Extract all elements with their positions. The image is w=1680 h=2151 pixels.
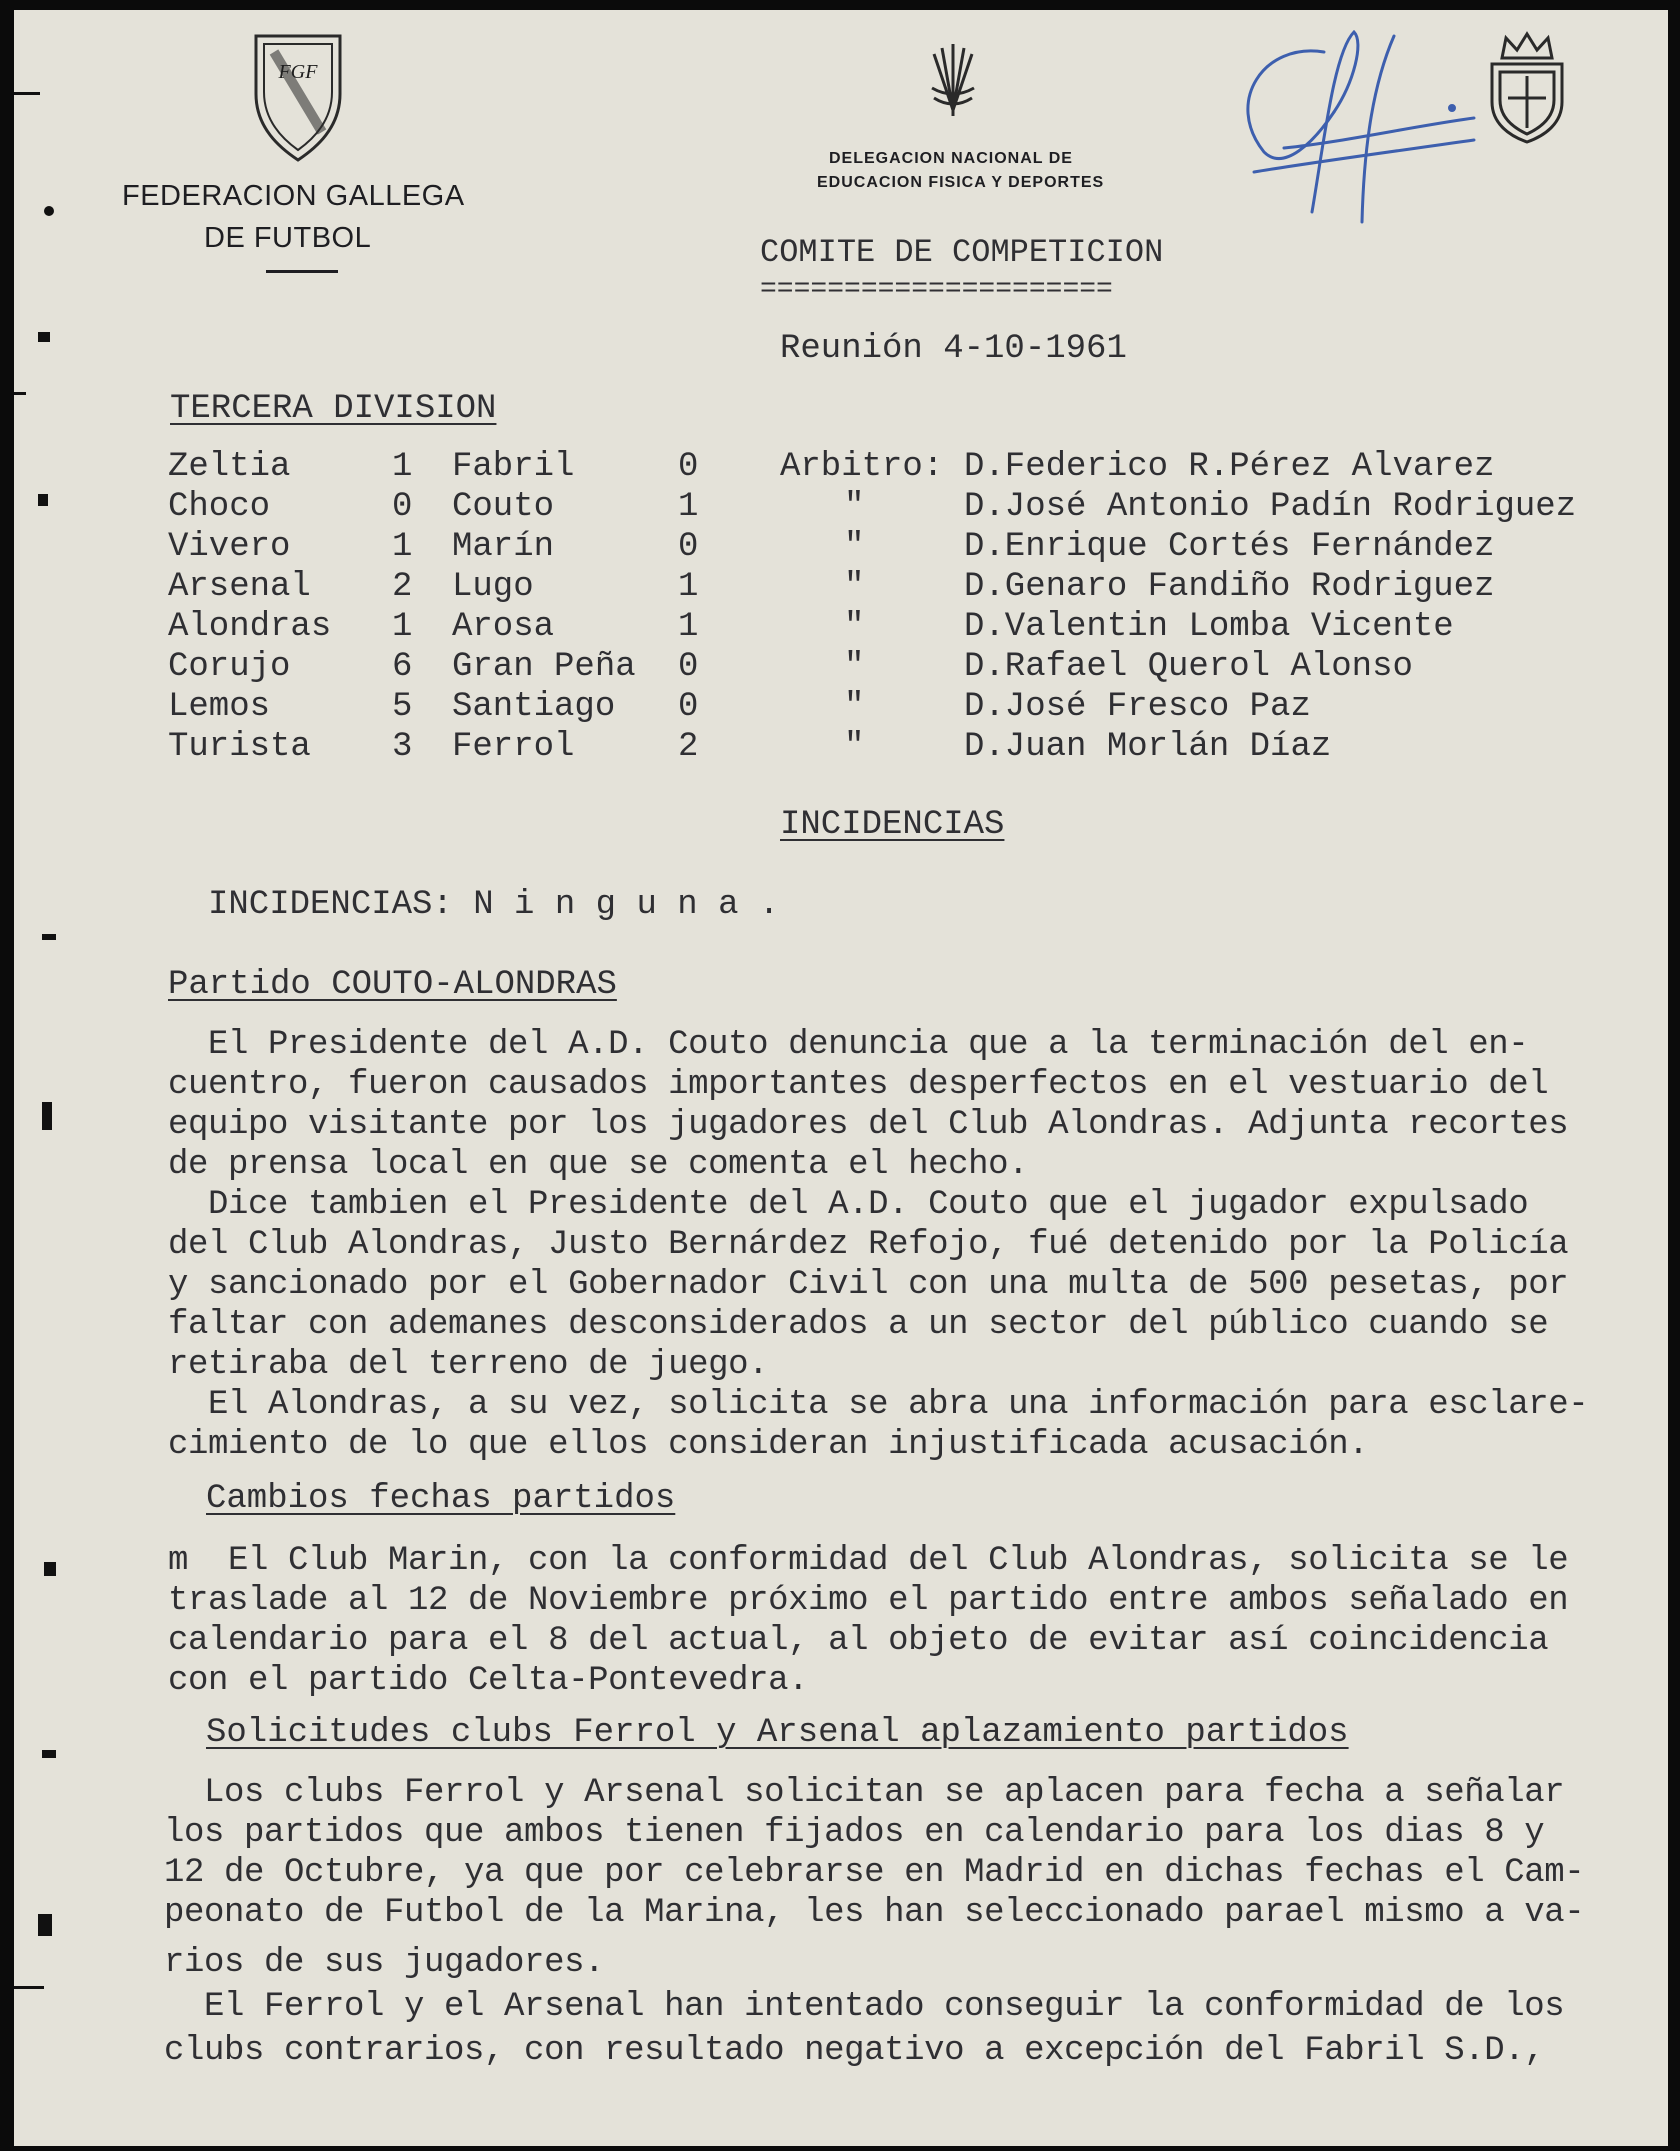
federation-name-rule: [266, 270, 338, 273]
section-body-cambios-fechas: [168, 1542, 1638, 1702]
text-line: cimiento de lo que ellos consideran injustificada acusación.: [168, 1426, 1369, 1464]
text-line: Dice tambien el Presidente del A.D. Couto que el jugador expulsado: [168, 1186, 1529, 1224]
away-team: Ferrol: [452, 728, 575, 766]
text-line: Los clubs Ferrol y Arsenal solicitan se aplacen para fecha a señalar: [164, 1774, 1565, 1812]
referee-name: D.Enrique Cortés Fernández: [964, 528, 1495, 566]
referee-ditto: ": [844, 688, 865, 726]
federation-name-line2: DE FUTBOL: [204, 222, 372, 254]
text-line: faltar con ademanes desconsiderados a un sector del público cuando se: [168, 1306, 1549, 1344]
text-line: peonato de Futbol de la Marina, les han seleccionado parael mismo a va-: [164, 1894, 1585, 1932]
margin-mark: [14, 1986, 44, 1989]
home-team: Vivero: [168, 528, 291, 566]
home-team: Turista: [168, 728, 311, 766]
yoke-arrows-emblem: [926, 40, 980, 122]
referee-ditto: ": [844, 568, 865, 606]
referee-name: D.José Antonio Padín Rodriguez: [964, 488, 1577, 526]
svg-text:FGF: FGF: [278, 61, 318, 83]
home-score: 0: [392, 488, 413, 526]
away-score: 0: [678, 688, 699, 726]
margin-mark: [42, 934, 56, 940]
match-row: [14, 448, 1668, 488]
incidencias-heading: INCIDENCIAS: [780, 806, 1005, 844]
referee-name: D.José Fresco Paz: [964, 688, 1311, 726]
match-row: [14, 568, 1668, 608]
text-line: cuentro, fueron causados importantes desperfectos en el vestuario del: [168, 1066, 1549, 1104]
away-team: Santiago: [452, 688, 616, 726]
delegation-line1: DELEGACION NACIONAL DE: [829, 150, 1073, 167]
committee-title: COMITE DE COMPETICION: [760, 234, 1164, 271]
referee-ditto: ": [844, 728, 865, 766]
division-heading: TERCERA DIVISION: [170, 390, 497, 428]
text-line: calendario para el 8 del actual, al objeto de evitar así coincidencia: [168, 1622, 1549, 1660]
away-team: Arosa: [452, 608, 555, 646]
home-score: 6: [392, 648, 413, 686]
referee-name: D.Federico R.Pérez Alvarez: [964, 448, 1495, 486]
home-score: 1: [392, 608, 413, 646]
text-line: de prensa local en que se comenta el hecho.: [168, 1146, 1029, 1184]
text-line: los partidos que ambos tienen fijados en calendario para los dias 8 y: [164, 1814, 1545, 1852]
meeting-date: Reunión 4-10-1961: [780, 330, 1127, 368]
match-row: [14, 688, 1668, 728]
away-score: 2: [678, 728, 699, 766]
text-line: traslade al 12 de Noviembre próximo el partido entre ambos señalado en: [168, 1582, 1569, 1620]
match-row: [14, 528, 1668, 568]
away-score: 0: [678, 528, 699, 566]
margin-mark: [38, 1914, 52, 1936]
referee-ditto: ": [844, 608, 865, 646]
margin-mark: [42, 1102, 52, 1130]
home-score: 1: [392, 528, 413, 566]
document-page: [14, 10, 1668, 2146]
home-score: 2: [392, 568, 413, 606]
text-line: del Club Alondras, Justo Bernárdez Refojo, fué detenido por la Policía: [168, 1226, 1569, 1264]
text-line: 12 de Octubre, ya que por celebrarse en Madrid en dichas fechas el Cam-: [164, 1854, 1585, 1892]
away-score: 1: [678, 608, 699, 646]
federation-name-line1: FEDERACION GALLEGA: [122, 180, 465, 212]
home-score: 1: [392, 448, 413, 486]
referee-name: D.Juan Morlán Díaz: [964, 728, 1332, 766]
text-line: clubs contrarios, con resultado negativo a excepción del Fabril S.D.,: [164, 2032, 1545, 2070]
section-heading-couto-alondras: Partido COUTO-ALONDRAS: [168, 966, 617, 1004]
text-line: El Alondras, a su vez, solicita se abra una información para esclare-: [168, 1386, 1589, 1424]
margin-mark: [38, 494, 48, 506]
text-line: con el partido Celta-Pontevedra.: [168, 1662, 809, 1700]
referee-name: D.Valentin Lomba Vicente: [964, 608, 1454, 646]
referee-ditto: ": [844, 488, 865, 526]
home-team: Choco: [168, 488, 271, 526]
away-score: 0: [678, 648, 699, 686]
margin-mark: [14, 392, 26, 395]
away-team: Gran Peña: [452, 648, 636, 686]
text-line: El Presidente del A.D. Couto denuncia que a la terminación del en-: [168, 1026, 1529, 1064]
text-line: retiraba del terreno de juego.: [168, 1346, 769, 1384]
referee-name: D.Genaro Fandiño Rodriguez: [964, 568, 1495, 606]
handwritten-signature: [1224, 22, 1494, 232]
text-line: equipo visitante por los jugadores del Club Alondras. Adjunta recortes: [168, 1106, 1569, 1144]
text-line: m El Club Marin, con la conformidad del Club Alondras, solicita se le: [168, 1542, 1569, 1580]
home-team: Arsenal: [168, 568, 311, 606]
away-score: 1: [678, 488, 699, 526]
referee-label: Arbitro:: [780, 448, 944, 486]
match-row: [14, 608, 1668, 648]
away-score: 0: [678, 448, 699, 486]
margin-mark: [14, 92, 40, 95]
referee-ditto: ": [844, 528, 865, 566]
away-score: 1: [678, 568, 699, 606]
crown-shield-emblem: [1484, 28, 1570, 146]
section-body-solicitudes: [164, 1774, 1638, 2072]
away-team: Fabril: [452, 448, 575, 486]
match-row: [14, 648, 1668, 688]
fgf-shield-logo: [252, 32, 344, 164]
match-row: [14, 728, 1668, 768]
section-heading-cambios-fechas: Cambios fechas partidos: [206, 1480, 676, 1518]
home-score: 3: [392, 728, 413, 766]
margin-mark: [44, 1562, 56, 1576]
text-line: rios de sus jugadores.: [164, 1944, 605, 1982]
home-team: Corujo: [168, 648, 291, 686]
text-line: El Ferrol y el Arsenal han intentado conseguir la conformidad de los: [164, 1988, 1565, 2026]
margin-mark: [44, 206, 54, 216]
delegation-line2: EDUCACION FISICA Y DEPORTES: [817, 174, 1105, 191]
referee-name: D.Rafael Querol Alonso: [964, 648, 1413, 686]
margin-mark: [42, 1750, 56, 1758]
incidencias-line: INCIDENCIAS: N i n g u n a .: [208, 886, 780, 924]
home-team: Zeltia: [168, 448, 291, 486]
away-team: Lugo: [452, 568, 534, 606]
home-team: Lemos: [168, 688, 271, 726]
margin-mark: [38, 332, 50, 342]
home-score: 5: [392, 688, 413, 726]
committee-title-rule: =====================: [760, 274, 1113, 305]
text-line: y sancionado por el Gobernador Civil con una multa de 500 pesetas, por: [168, 1266, 1569, 1304]
away-team: Marín: [452, 528, 555, 566]
section-body-couto-alondras: [168, 1026, 1638, 1466]
referee-ditto: ": [844, 648, 865, 686]
section-heading-solicitudes: Solicitudes clubs Ferrol y Arsenal aplazamiento partidos: [206, 1714, 1349, 1752]
match-row: [14, 488, 1668, 528]
away-team: Couto: [452, 488, 555, 526]
home-team: Alondras: [168, 608, 332, 646]
